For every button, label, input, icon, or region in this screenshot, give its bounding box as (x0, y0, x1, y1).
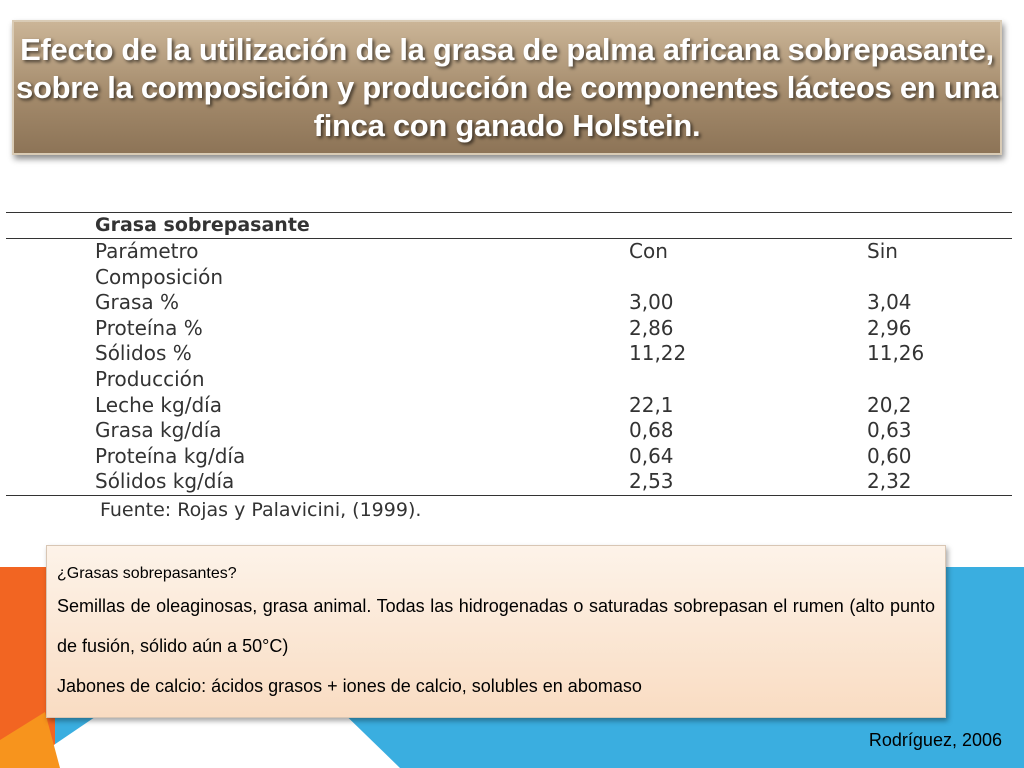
row-con: 0,64 (629, 443, 674, 468)
note-heading: ¿Grasas sobrepasantes? (57, 565, 237, 582)
row-sin: 2,96 (867, 315, 912, 340)
author-credit: Rodríguez, 2006 (868, 730, 1002, 750)
table-row (6, 444, 1012, 470)
slide-title: Efecto de la utilización de la grasa de palma africana sobrepasante, sobre la composición y producción de componentes lácteos en una finca con ganado Holstein. (16, 31, 998, 143)
row-con: 11,22 (629, 341, 687, 366)
row-param: Leche kg/día (95, 392, 222, 417)
note-line-1: Semillas de oleaginosas, grasa animal. Todas las hidrogenadas o saturadas sobrepasan el rumen (alto punto de fusión, sólido aún a 50°C) (57, 596, 935, 656)
table-caption: Grasa sobrepasante (95, 214, 310, 236)
row-con: 22,1 (629, 392, 674, 417)
table-caption-row (6, 213, 1012, 238)
table-source: Fuente: Rojas y Palavicini, (1999). (100, 499, 422, 521)
row-sin: 3,04 (867, 290, 912, 315)
table-row (6, 418, 1012, 444)
row-con: 2,86 (629, 315, 674, 340)
table-row (6, 316, 1012, 342)
row-param: Sólidos % (95, 341, 192, 366)
row-sin: 2,32 (867, 469, 912, 494)
header-con: Con (629, 239, 668, 263)
row-param: Sólidos kg/día (95, 469, 235, 494)
table-row (6, 469, 1012, 495)
table-row (6, 290, 1012, 316)
table-row (6, 393, 1012, 419)
row-param: Proteína % (95, 315, 203, 340)
table-header-row (6, 239, 1012, 265)
row-con: 2,53 (629, 469, 674, 494)
header-sin: Sin (867, 239, 898, 263)
note-box (46, 545, 946, 718)
note-line-2: Jabones de calcio: ácidos grasos + iones de calcio, solubles en abomaso (57, 676, 642, 696)
row-param: Proteína kg/día (95, 443, 246, 468)
header-param: Parámetro (95, 239, 199, 263)
row-con: 3,00 (629, 290, 674, 315)
data-table (6, 212, 1012, 496)
row-sin: 0,60 (867, 443, 912, 468)
row-param: Composición (95, 264, 224, 289)
row-sin: 20,2 (867, 392, 912, 417)
title-banner (12, 20, 1002, 155)
row-con: 0,68 (629, 418, 674, 443)
row-param: Grasa kg/día (95, 418, 222, 443)
table-row (6, 367, 1012, 393)
row-sin: 0,63 (867, 418, 912, 443)
row-param: Grasa % (95, 290, 180, 315)
table-row (6, 265, 1012, 291)
table-row (6, 341, 1012, 367)
table-bottom-rule (6, 495, 1012, 496)
row-param: Producción (95, 366, 205, 391)
row-sin: 11,26 (867, 341, 925, 366)
